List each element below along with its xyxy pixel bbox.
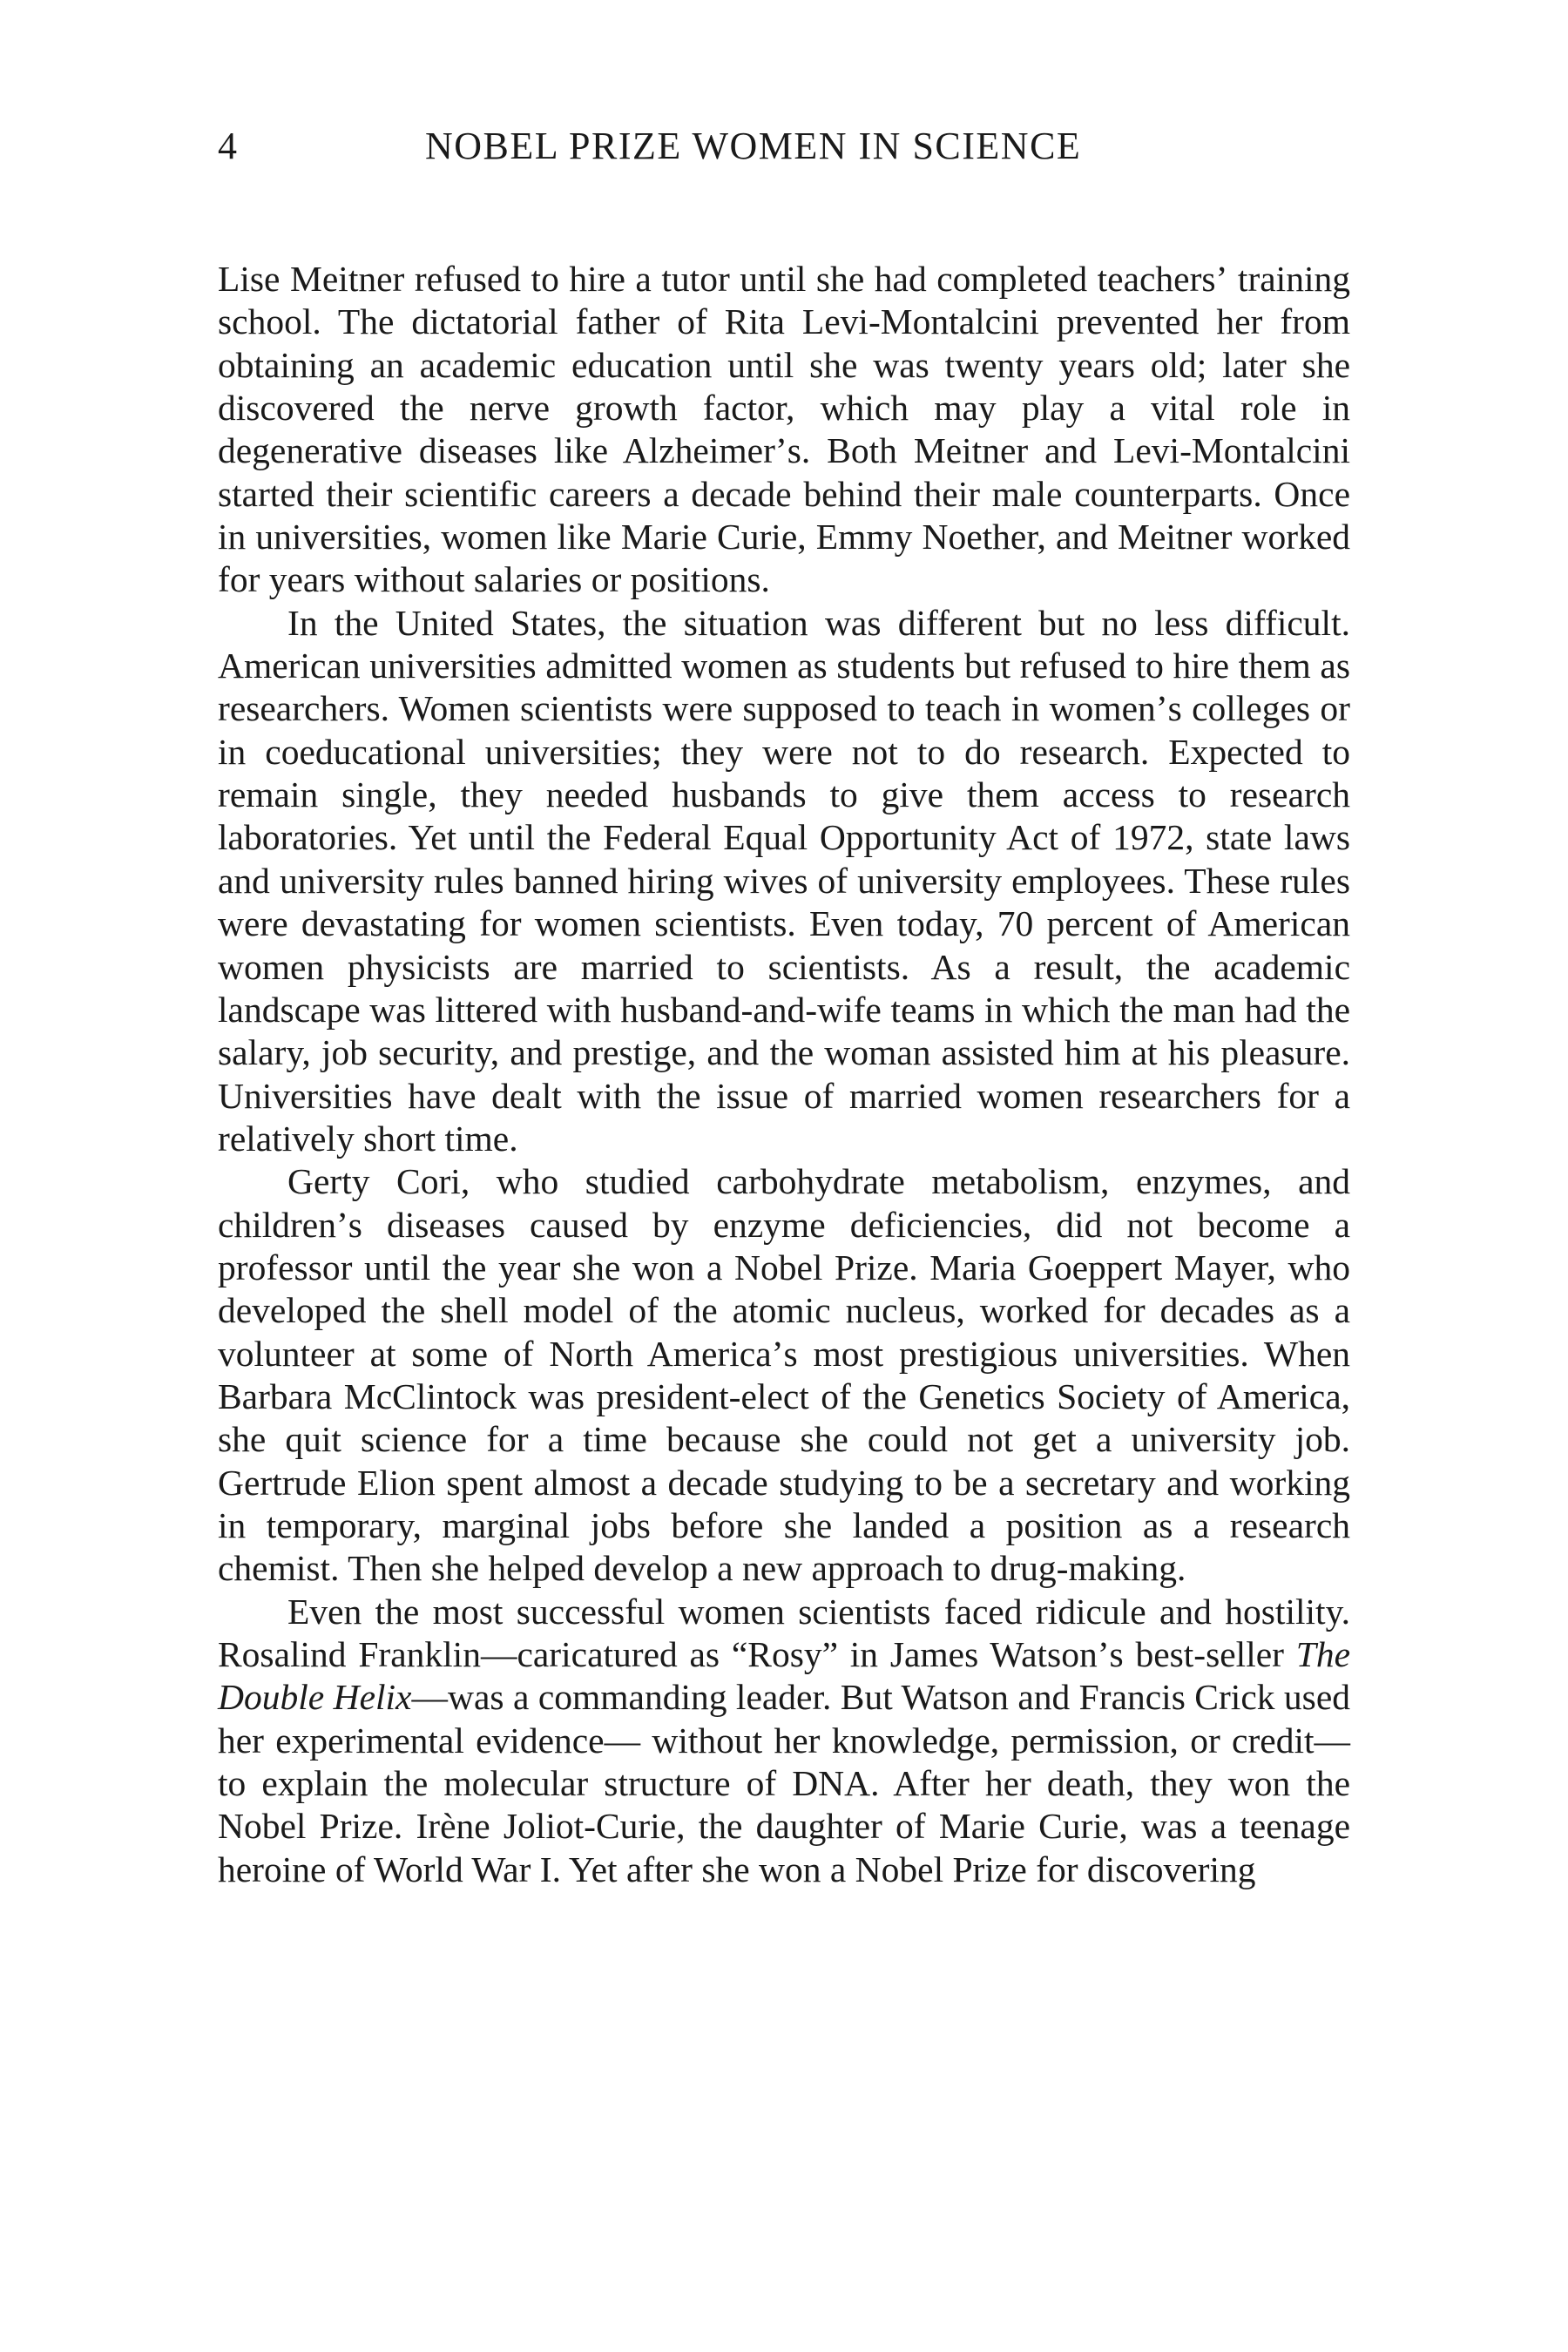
paragraph-4: [218, 1591, 1350, 1891]
page-number: 4: [218, 125, 238, 167]
paragraph-2: In the United States, the situation was different but no less difficult. American universities admitted women as students but refused to hire them as researchers. Women scientists were supposed to teach in womenʼs colleges or in coeducational universities; they were not to do research. Expected to remain single, they needed husbands to give them access to research laboratories. Yet until the Federal Equal Opportunity Act of 1972, state laws and university rules banned hiring wives of university employees. These rules were devastating for women scientists. Even today, 70 percent of American women physicists are married to scientists. As a result, the academic landscape was littered with husband-and-wife teams in which the man had the salary, job security, and prestige, and the woman assisted him at his pleasure. Universities have dealt with the issue of married women researchers for a relatively short time.: [218, 602, 1350, 1159]
running-title: NOBEL PRIZE WOMEN IN SCIENCE: [425, 125, 1082, 167]
running-head: [218, 120, 1350, 172]
paragraph-4-text-before-title: Even the most successful women scientists faced ridicule and hostility. Rosalind Franklin—caricatured as “Rosy” in James Watsonʼs best-seller: [218, 1591, 1350, 1674]
book-title-double-helix: The Double Helix: [218, 1634, 1350, 1718]
paragraph-3: Gerty Cori, who studied carbohydrate metabolism, enzymes, and childrenʼs diseases caused by enzyme deficiencies, did not become a professor until the year she won a Nobel Prize. Maria Goeppert Mayer, who developed the shell model of the atomic nucleus, worked for decades as a volunteer at some of North Americaʼs most prestigious universities. When Barbara McClintock was president-elect of the Genetics Society of America, she quit science for a time because she could not get a university job. Gertrude Elion spent almost a decade studying to be a secretary and working in temporary, marginal jobs before she landed a position as a research chemist. Then she helped develop a new approach to drug-making.: [218, 1161, 1350, 1589]
paragraph-4-text-after-title: —was a commanding leader. But Watson and Francis Crick used her experimental evidence— without her knowledge, permission, or credit—to explain the molecular structure of DNA. After her death, they won the Nobel Prize. Irène Joliot-Curie, the daughter of Marie Curie, was a teenage heroine of World War I. Yet after she won a Nobel Prize for discovering: [218, 1677, 1350, 1889]
paragraph-1: Lise Meitner refused to hire a tutor until she had completed teachersʼ training school. The dictatorial father of Rita Levi-Montalcini prevented her from obtaining an academic education until she was twenty years old; later she discovered the nerve growth factor, which may play a vital role in degenerative diseases like Alzheimerʼs. Both Meitner and Levi-Montalcini started their scientific careers a decade behind their male counterparts. Once in universities, women like Marie Curie, Emmy Noether, and Meitner worked for years without salaries or positions.: [218, 259, 1350, 600]
body-text: [218, 258, 1350, 1891]
